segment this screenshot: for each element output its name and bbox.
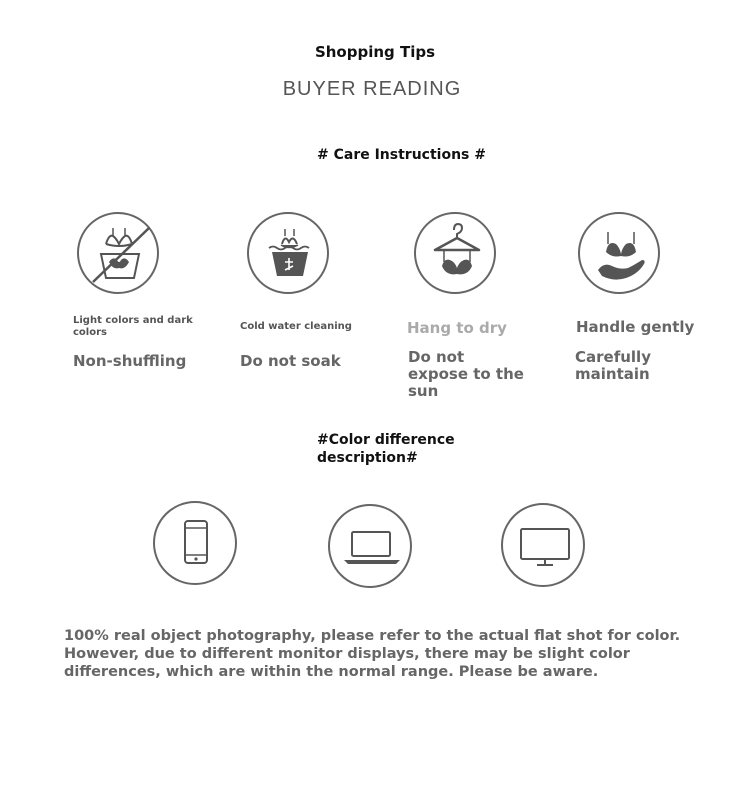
smartphone-icon: [153, 501, 237, 585]
laptop-icon: [328, 504, 412, 588]
care-main-label-2: Do not soak: [240, 352, 341, 370]
care-small-label-3: Hang to dry: [407, 319, 507, 337]
hand-care-icon: [578, 212, 660, 294]
care-small-label-1: Light colors and dark colors: [73, 315, 193, 338]
color-difference-heading: #Color difference description#: [317, 432, 455, 466]
page-title: Shopping Tips: [314, 43, 436, 61]
care-small-label-2: Cold water cleaning: [240, 321, 352, 332]
no-mixed-wash-icon: [77, 212, 159, 294]
monitor-icon: [501, 503, 585, 587]
care-instructions-heading: # Care Instructions #: [317, 147, 486, 163]
care-main-label-4: Carefully maintain: [575, 348, 651, 383]
color-difference-description: 100% real object photography, please refer to the actual flat shot for color. However, due to different monitor displays, there may be slight color differences, which are within the normal range. Please be aware.: [64, 628, 681, 680]
care-small-label-4: Handle gently: [576, 318, 695, 336]
cold-water-wash-icon: [247, 212, 329, 294]
hanger-icon: [414, 212, 496, 294]
care-main-label-3: Do not expose to the sun: [408, 348, 524, 400]
page-subtitle: BUYER READING: [282, 78, 462, 100]
care-main-label-1: Non-shuffling: [73, 352, 187, 370]
